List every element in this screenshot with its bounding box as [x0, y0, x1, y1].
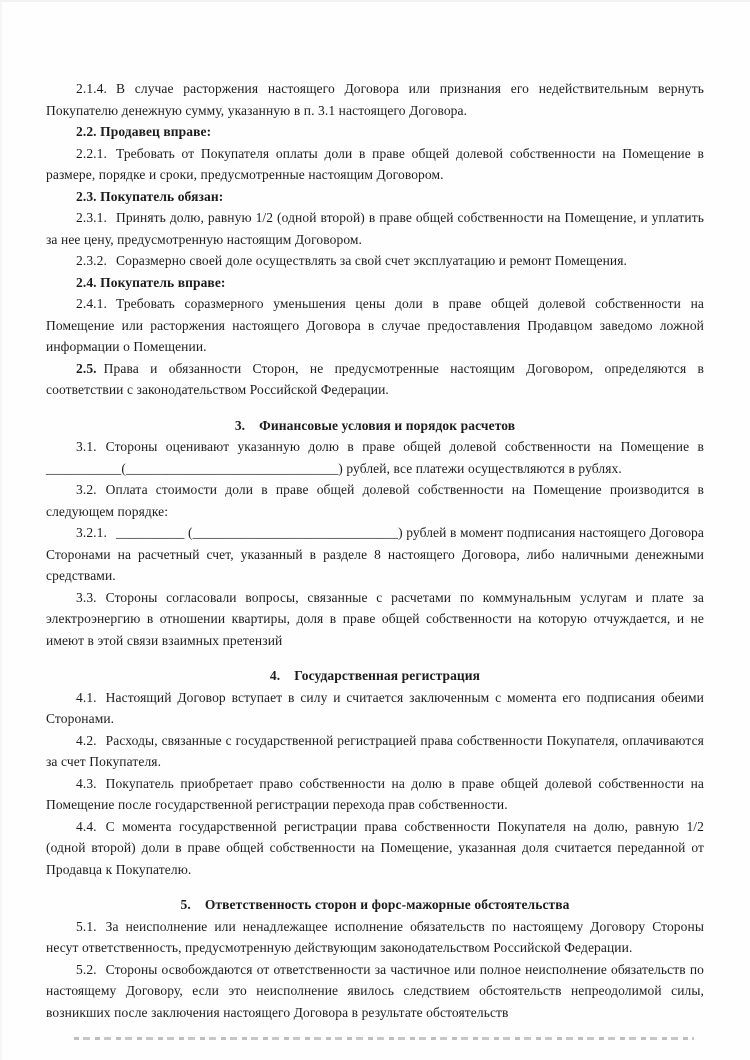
clause-3-2	[46, 479, 704, 522]
clause-2-1-4	[46, 78, 704, 121]
clause-text: __________ (______________________________) рублей в момент подписания настоящего Договора Сторонами на расчетный счет, указанный в разделе 8 настоящего Договора, либо наличными денежными средствами.	[46, 525, 704, 583]
clause-text: В случае расторжения настоящего Договора или признания его недействительным вернуть Покупателю денежную сумму, указанную в п. 3.1 настоящего Договора.	[46, 81, 704, 118]
clause-text: Стороны освобождаются от ответственности за частичное или полное неисполнение обязательств по настоящему Договору, если это неисполнение явилось следствием обстоятельств непреодолимой силы, возникших после заключения настоящего Договора в результате обстоятельств	[46, 961, 704, 1020]
clause-text: Принять долю, равную 1/2 (одной второй) в праве общей собственности на Помещение, и уплатить за нее цену, предусмотренную настоящим Договором.	[46, 210, 704, 247]
section-title: Ответственность сторон и форс-мажорные обстоятельства	[204, 897, 570, 912]
clause-5-2	[46, 959, 704, 1024]
clause-3-3	[46, 587, 704, 652]
clause-number: 2.5.	[76, 360, 97, 376]
section-number: 3.	[234, 417, 246, 433]
clause-number: 3.3.	[76, 589, 97, 605]
section-heading-4	[46, 665, 704, 687]
clause-2-3-2	[46, 250, 704, 272]
subheading-2-2: 2.2. Продавец вправе:	[76, 124, 212, 139]
clause-text: Стороны согласовали вопросы, связанные с расчетами по коммунальным услугам и плате за электроэнергию в отношении квартиры, доля в праве общей собственности на которую отчуждается, и не имеют в этой связи взаимных претензий	[46, 589, 704, 648]
clause-number: 4.4.	[76, 818, 97, 834]
clause-number: 5.2.	[76, 961, 97, 977]
section-heading-5	[46, 894, 704, 916]
clause-number: 3.1.	[76, 439, 97, 454]
section-number: 4.	[269, 668, 281, 683]
clause-text: Покупатель приобретает право собственности на долю в праве общей долевой собственности на Помещение после государственной регистрации перехода прав собственности.	[46, 775, 704, 812]
subheading-2-3: 2.3. Покупатель обязан:	[76, 188, 224, 204]
clause-number: 2.4.1.	[76, 296, 107, 311]
clause-text: Права и обязанности Сторон, не предусмотренные настоящим Договором, определяются в соответствии с законодательством Российской Федерации.	[46, 360, 704, 397]
clause-text: С момента государственной регистрации права собственности Покупателя на долю, равную 1/2 (одной второй) доли в праве общей собственности на Помещение, указанная доля считается переданной от Продавца к Покупателю.	[46, 818, 704, 877]
clause-5-1	[46, 916, 704, 959]
clause-text: Настоящий Договор вступает в силу и считается заключенным с момента его подписания обеими Сторонами.	[46, 689, 704, 726]
clause-number: 4.2.	[76, 732, 97, 748]
clause-2-5	[46, 358, 704, 401]
clause-4-4	[46, 816, 704, 881]
clause-2-4-1	[46, 293, 704, 358]
cut-off-text-line	[74, 1037, 694, 1040]
subheading-2-4: 2.4. Покупатель вправе:	[76, 274, 226, 290]
clause-number: 4.3.	[76, 775, 97, 791]
clause-number: 5.1.	[76, 918, 97, 934]
clause-text: Расходы, связанные с государственной регистрацией права собственности Покупателя, оплачиваются за счет Покупателя.	[46, 732, 704, 769]
clause-2-3-1	[46, 207, 704, 250]
section-heading-3	[46, 415, 704, 437]
clause-3-2-1	[46, 522, 704, 587]
clause-4-1	[46, 687, 704, 730]
clause-number: 2.3.1.	[76, 210, 107, 225]
contract-body	[46, 78, 704, 1040]
clause-text: Соразмерно своей доле осуществлять за свой счет эксплуатацию и ремонт Помещения.	[115, 253, 628, 268]
clause-number: 3.2.1.	[76, 525, 107, 540]
clause-text: За неисполнение или ненадлежащее исполнение обязательств по настоящему Договору Стороны несут ответственность, предусмотренную действующим законодательством Российской Федерации.	[46, 918, 704, 955]
clause-4-2	[46, 730, 704, 773]
clause-number: 4.1.	[76, 689, 97, 705]
clause-3-1	[46, 436, 704, 479]
clause-text: Требовать соразмерного уменьшения цены доли в праве общей долевой собственности на Помещение или расторжения настоящего Договора в случае предоставления Продавцом заведомо ложной информации о Помещении.	[46, 296, 704, 354]
clause-2-2-1	[46, 143, 704, 186]
clause-number: 3.2.	[76, 482, 97, 497]
clause-text: Стороны оценивают указанную долю в праве общей долевой собственности на Помещение в ___________(_______________________________) рублей, все платежи осуществляются в рублях.	[46, 439, 704, 476]
section-title: Финансовые условия и порядок расчетов	[259, 417, 516, 433]
clause-4-3	[46, 773, 704, 816]
clause-number: 2.1.4.	[76, 81, 107, 96]
clause-number: 2.3.2.	[76, 253, 107, 268]
section-number: 5.	[180, 897, 191, 912]
section-title: Государственная регистрация	[294, 668, 481, 683]
clause-text: Требовать от Покупателя оплаты доли в праве общей долевой собственности на Помещение в размере, порядке и сроки, предусмотренные настоящим Договором.	[46, 145, 704, 182]
clause-number: 2.2.1.	[76, 145, 107, 161]
clause-text: Оплата стоимости доли в праве общей долевой собственности на Помещение производится в следующем порядке:	[46, 482, 704, 519]
